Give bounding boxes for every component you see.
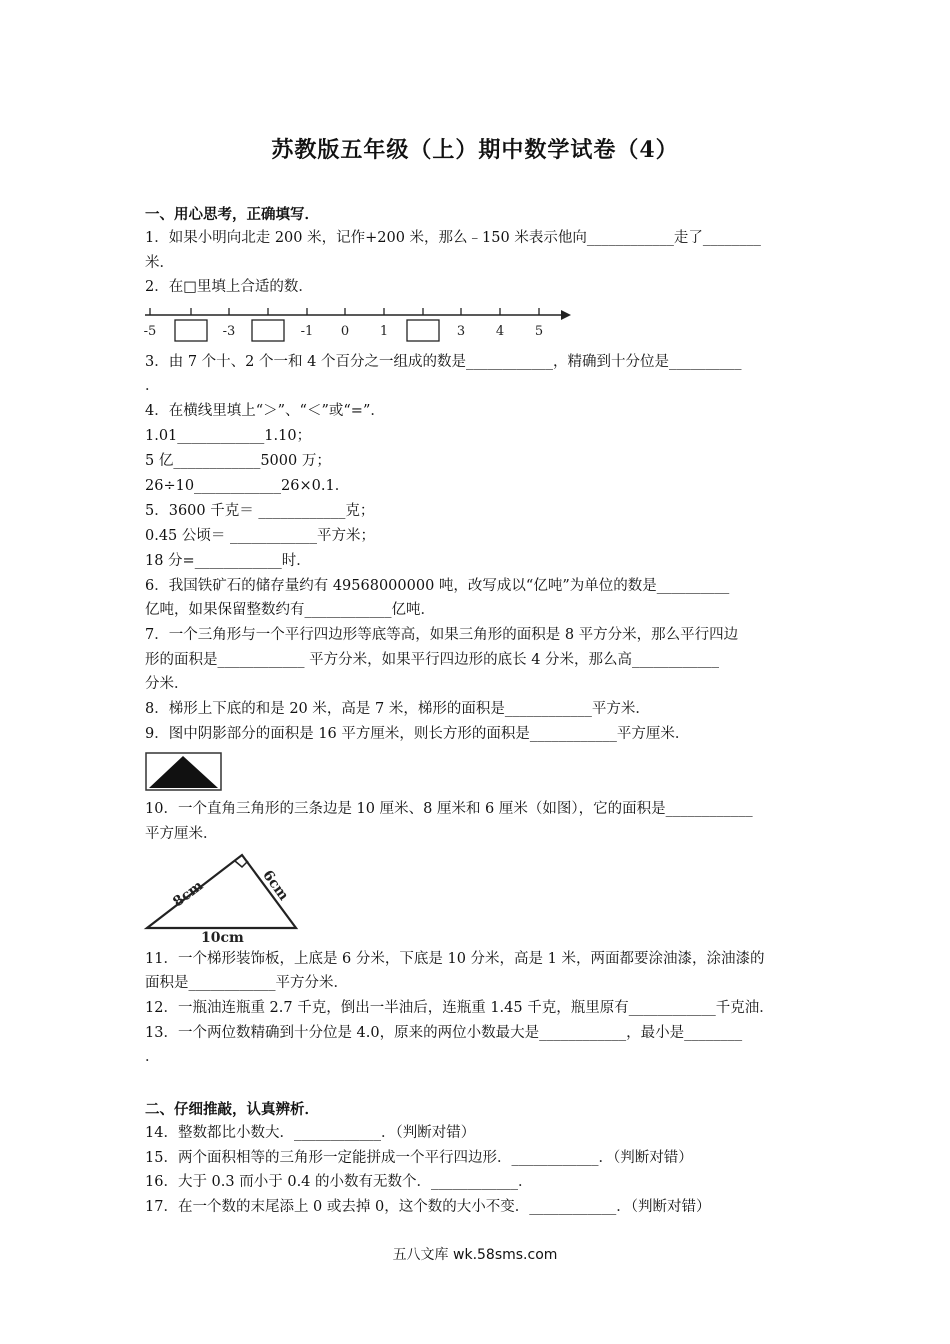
blank-box-2 — [252, 320, 284, 341]
q6-line1: 6．我国铁矿石的储存量约有 49568000000 吨，改写成以“亿吨”为单位的数是__________ — [145, 578, 730, 594]
q6-line2: 亿吨，如果保留整数约有____________亿吨． — [145, 602, 435, 618]
footer-watermark: 五八文库 wk.58sms.com — [392, 1247, 558, 1263]
side-label-10cm: 10cm — [201, 930, 244, 944]
q8-line: 8．梯形上下底的和是 20 米，高是 7 米，梯形的面积是____________平方米． — [145, 701, 650, 717]
q7-line3: 分米． — [145, 676, 189, 692]
q11-line2: 面积是____________平方分米． — [145, 975, 348, 991]
tick-label: 3 — [456, 324, 466, 339]
q4-item-2: 5 亿____________5000 万； — [145, 453, 331, 469]
q5-item-3: 18 分=____________时． — [145, 553, 311, 569]
page-title: 苏教版五年级（上）期中数学试卷（4） — [271, 137, 679, 163]
blank-box-3 — [407, 320, 439, 341]
q1-line2: 米． — [145, 255, 174, 271]
q13-line2: ． — [145, 1049, 160, 1065]
number-line-figure — [143, 305, 573, 345]
q1-line1: 1．如果小明向北走 200 米，记作+200 米，那么﹣150 米表示他向____________走了________ — [145, 230, 761, 246]
q7-line2: 形的面积是____________ 平方分米，如果平行四边形的底长 4 分米，那么高____________ — [145, 652, 720, 668]
section-2-heading: 二、仔细推敲，认真辨析． — [145, 1101, 319, 1118]
q16-line: 16．大于 0.3 而小于 0.4 的小数有无数个．____________． — [145, 1174, 533, 1190]
tick-label: 1 — [379, 324, 389, 339]
q7-line1: 7．一个三角形与一个平行四边形等底等高，如果三角形的面积是 8 平方分米，那么平行四边 — [145, 627, 739, 643]
blank-box-1 — [175, 320, 207, 341]
q3-line2: ． — [145, 378, 160, 394]
q5-item-2: 0.45 公顷＝ ____________平方米； — [145, 528, 376, 544]
q4-item-3: 26÷10____________26×0.1． — [145, 478, 350, 494]
tick-label: 4 — [495, 324, 505, 339]
q14-line: 14．整数都比小数大．____________．（判断对错） — [145, 1125, 476, 1141]
q9-line: 9．图中阴影部分的面积是 16 平方厘米，则长方形的面积是____________平方厘米． — [145, 726, 690, 742]
tick-label: 5 — [534, 324, 544, 339]
tick-label: 0 — [340, 324, 350, 339]
q4-line: 4．在横线里填上“＞”、“＜”或“=”． — [145, 403, 385, 419]
q4-item-1: 1.01____________1.10； — [145, 428, 312, 444]
side-label-6cm: 6cm — [259, 867, 292, 904]
tick-label: -5 — [143, 324, 157, 339]
section-1-heading: 一、用心思考，正确填写． — [145, 206, 319, 223]
tick-label: -1 — [300, 324, 314, 339]
right-triangle-figure — [143, 850, 303, 944]
tick-label: -3 — [222, 324, 236, 339]
q3-line1: 3．由 7 个十、2 个一和 4 个百分之一组成的数是____________，精确到十分位是__________ — [145, 354, 742, 370]
q5-item-1: 5．3600 千克＝ ____________克； — [145, 503, 375, 519]
q10-line1: 10．一个直角三角形的三条边是 10 厘米、8 厘米和 6 厘米（如图），它的面积是____________ — [145, 801, 753, 817]
q17-line: 17．在一个数的末尾添上 0 或去掉 0，这个数的大小不变．____________．（判断对错） — [145, 1199, 711, 1215]
shaded-rectangle-figure — [145, 752, 223, 792]
q13-line1: 13．一个两位数精确到十分位是 4.0，原来的两位小数最大是____________，最小是________ — [145, 1025, 743, 1041]
side-label-8cm: 8cm — [170, 877, 207, 911]
q2-line: 2．在□里填上合适的数． — [145, 279, 313, 295]
q15-line: 15．两个面积相等的三角形一定能拼成一个平行四边形．____________．（判断对错） — [145, 1150, 693, 1166]
q12-line: 12．一瓶油连瓶重 2.7 千克，倒出一半油后，连瓶重 1.45 千克，瓶里原有____________千克油． — [145, 1000, 774, 1016]
q10-line2: 平方厘米． — [145, 826, 218, 842]
q11-line1: 11．一个梯形装饰板，上底是 6 分米，下底是 10 分米，高是 1 米，两面都要涂油漆，涂油漆的 — [145, 951, 765, 967]
